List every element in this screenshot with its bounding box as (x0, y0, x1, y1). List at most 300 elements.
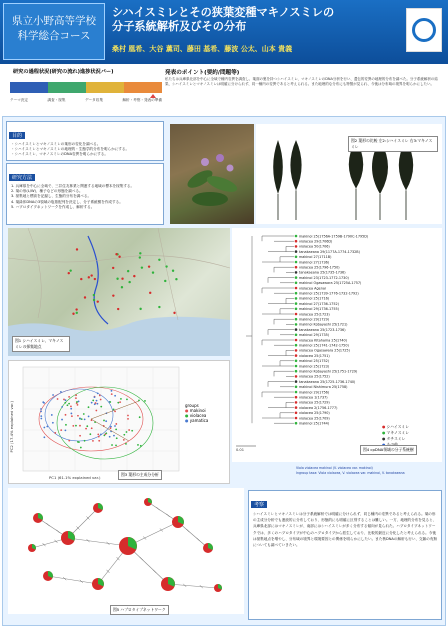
map-point (84, 296, 86, 298)
pca-point (79, 418, 81, 420)
pca-plot (9, 361, 231, 485)
pca-point (54, 432, 56, 434)
tree-tip-label: makinoi 29(1735) (299, 333, 330, 338)
tree-tip-label: violacea 25(1729) (299, 400, 330, 405)
pca-point (70, 408, 72, 410)
pca-point (105, 420, 107, 422)
map-point (76, 312, 78, 314)
tree-tip-label: violacea 29(1706D) (299, 239, 333, 244)
purpose-list (7, 141, 163, 159)
leaf-sample (349, 140, 363, 220)
tree-tip-marker (295, 271, 298, 274)
pca-point (79, 425, 81, 427)
pca-point (40, 408, 42, 410)
tree-tip-marker (295, 386, 298, 389)
pca-point (115, 428, 117, 430)
purpose-item: ・シハイスミレとマキノスミレの地理的・生態学的分布を明らかにする。 (11, 147, 130, 152)
title-line-1: シハイスミレとその狭葉変種マキノスミレの (112, 6, 335, 19)
tree-tip-marker (295, 339, 298, 342)
pca-point (65, 399, 67, 401)
tree-tip-marker (295, 422, 298, 425)
progress-label: テーマ決定 (10, 98, 28, 102)
pca-point (60, 391, 62, 393)
map-point (90, 274, 92, 276)
pca-point (137, 444, 139, 446)
tree-tip-marker (295, 354, 298, 357)
methods-list (7, 183, 163, 211)
pca-point (42, 401, 44, 403)
map-point (121, 278, 123, 280)
method-item: 3. 採集地と標高を記録し、生態的分布を調べる。 (11, 194, 92, 199)
phylogenetic-tree (232, 228, 442, 462)
tree-tip-marker (295, 344, 298, 347)
map-point (94, 278, 96, 280)
tree-tip-label: tanakaeana 25(1725-1736-1740) (299, 379, 356, 384)
haplotype-node (61, 531, 75, 545)
pca-point (115, 444, 117, 446)
tree-legend-item: ● シハイスミレ (382, 424, 410, 429)
pca-point (43, 436, 45, 438)
map-point (121, 286, 123, 288)
pca-point (103, 435, 105, 437)
pca-xlabel: PC1 (61.1% explained var.) (49, 475, 101, 480)
pca-point (68, 396, 70, 398)
pca-point (131, 430, 133, 432)
leaf-sample (399, 140, 413, 220)
method-item: 1. 兵庫県を中心に全域で、三井住友林業と関連する地域の標本を採集する。 (11, 184, 135, 188)
pca-point (120, 398, 122, 400)
pca-point (94, 403, 96, 405)
pca-point (100, 406, 102, 408)
tree-tip-label: makinoi 29(1729) (299, 317, 330, 322)
pca-point (51, 414, 53, 416)
pca-legend-item: ● makinoi (185, 408, 206, 413)
pca-point (97, 433, 99, 435)
map-point (139, 308, 141, 310)
pca-point (40, 415, 42, 417)
pca-point (127, 418, 129, 420)
pca-point (140, 445, 142, 447)
map-point (133, 275, 135, 277)
map-point (164, 280, 166, 282)
points-heading: 発表のポイント(要約/問題等) (165, 70, 240, 76)
map-point (72, 313, 74, 315)
leaf-sample (273, 140, 283, 220)
map-point (118, 256, 120, 258)
pca-point (79, 435, 81, 437)
pca-point (77, 404, 79, 406)
tree-tip-marker (295, 328, 298, 331)
pca-point (78, 401, 80, 403)
pca-point (81, 418, 83, 420)
pca-point (109, 436, 111, 438)
tree-tip-label: makinoi 25(1756A-1759B-1790C-1795D) (299, 234, 369, 239)
pca-point (123, 434, 125, 436)
progress-segment (124, 82, 162, 93)
purpose-item: ・シハイスミレとマキノスミレの葉形の変化を調べる。 (11, 142, 101, 146)
fig5-caption: 図5 ハプロタイプネットワーク (110, 605, 169, 615)
tree-tip-label: makinoi Ogasawara 25(1725A-1757) (299, 281, 362, 286)
pca-point (75, 397, 77, 399)
pca-point (103, 420, 105, 422)
pca-point (65, 414, 67, 416)
map-point (139, 252, 141, 254)
tree-tip-label: makinoi Kobayashi 25(1751-1729) (299, 369, 358, 374)
network-edge (68, 538, 128, 546)
progress-segment (10, 82, 48, 93)
tree-tip-label: makinoi Nishimura 25(1758) (299, 385, 348, 390)
pca-point (139, 416, 141, 418)
pca-point (94, 396, 96, 398)
tree-notes (296, 466, 442, 475)
pca-point (98, 440, 100, 442)
pca-point (40, 411, 42, 413)
progress-labels (10, 98, 162, 103)
pca-point (144, 400, 146, 402)
tree-tip-marker (295, 323, 298, 326)
tree-tip-marker (295, 370, 298, 373)
tree-tip-marker (295, 375, 298, 378)
tree-tip-label: makinoi 25(1723) (299, 364, 330, 369)
fig3-caption: 図3 葉形の主成分分析 (118, 470, 162, 480)
tree-tip-marker (295, 287, 298, 290)
tree-tip-marker (295, 292, 298, 295)
pca-point (66, 404, 68, 406)
pca-point (75, 425, 77, 427)
methods-box (6, 163, 164, 225)
map-point (69, 269, 71, 271)
tree-tip-marker (295, 240, 298, 243)
haplotype-node (214, 584, 222, 592)
pca-point (70, 405, 72, 407)
discussion-text: シハイスミレとマキノスミレは分子系統解析では明確に分けられず、同じ種内の変異であると考えられる。葉の形の主成分分析でも連続的に分布しており、形態的にも明確に区別することは難しい。一方、地理的分布を見ると、兵庫県北部にはマキノスミレが、南部にはシハイスミレが多く分布する傾向が見られた。ハプロタイプネットワークでは、多くのハプロタイプが中心のハプロタイプから派生しており、比較的最近に分化したと考えられる。今後は採集地点を増やし、分布域の境界と環境要因との関係を明らかにしたい。また核DNAの解析も行い、交雑の有無についても調べていきたい。 (253, 512, 438, 548)
pca-point (52, 394, 54, 396)
pca-point (92, 440, 94, 442)
haplotype-node (119, 537, 137, 555)
pca-point (97, 392, 99, 394)
map-point (148, 265, 150, 267)
map-point (173, 312, 175, 314)
map-point (76, 248, 78, 250)
pca-point (71, 415, 73, 417)
method-item: 5. ハプロタイプネットワークを作成し、解析する。 (11, 204, 95, 209)
pca-point (84, 440, 86, 442)
pca-point (128, 429, 130, 431)
tree-tip-marker (295, 360, 298, 363)
leaf-sample (372, 140, 388, 220)
pca-point (46, 426, 48, 428)
progress-segment (86, 82, 124, 93)
course-name: 科学総合コース (17, 30, 91, 42)
pca-point (84, 419, 86, 421)
network-edge (168, 584, 218, 588)
tree-tip-marker (295, 276, 298, 279)
plant-photo (170, 124, 254, 224)
fig2-caption: 図2 葉形の比較 左2:シハイスミレ 右3:マキノスミレ (348, 136, 438, 152)
tree-tip-label: violacea 25(1751) (299, 353, 330, 358)
points-text: 私たちは兵庫県北部を中心に全域で種内変異を調査し、葉面の裏を持つシハイスミレ、マキノスミレのDNA分析を行い、遺伝的変異の地理的分布を調べた。分子系統解析の結果、シハイスミレとマキノスミレは明確に分けられず、同一種内の変異であると考えられる。また地理的な分布にも特徴が見られ、今後は分布域の境界を明らかにしたい。 (165, 77, 438, 87)
map-point (141, 266, 143, 268)
school-logo (406, 8, 442, 52)
pca-point (68, 440, 70, 442)
school-name-box (3, 3, 105, 60)
map-point (152, 271, 154, 273)
tree-graphic (232, 228, 442, 462)
pca-point (40, 418, 42, 420)
purpose-box (6, 121, 164, 161)
pca-point (57, 398, 59, 400)
map-point (93, 294, 95, 296)
tree-tip-marker (295, 334, 298, 337)
tree-tip-label: tanakaeana 25(1735-1736) (299, 270, 346, 275)
tree-tip-marker (295, 302, 298, 305)
pca-legend-title: groups (185, 403, 199, 408)
pca-point (113, 435, 115, 437)
pca-point (75, 394, 77, 396)
tree-tip-label: tanakaeana 25(1723-1736) (299, 327, 346, 332)
haplotype-node (28, 544, 36, 552)
pca-point (76, 401, 78, 403)
tree-legend-item: ● マキノスミレ (382, 430, 410, 435)
pca-point (83, 413, 85, 415)
pca-point (116, 437, 118, 439)
purpose-item: ・シハイスミレ、マキノスミレのDNA変異を明らかにする。 (11, 152, 108, 157)
tree-tip-label: tanakaeana 29(1177A-1774-1732B) (299, 249, 360, 254)
tree-tip-label: violacea 1(1737) (299, 395, 328, 400)
progress-marker-icon (150, 94, 156, 98)
haplotype-node (161, 577, 175, 591)
pca-point (119, 401, 121, 403)
tree-tip-label: violacea 25(1709) (299, 416, 330, 421)
timeline-heading: 研究の過程状況(研究の流れ)進捗状況バー) (13, 69, 114, 75)
tree-tip-marker (295, 365, 298, 368)
tree-tip-label: makinoi 27(1711B) (299, 255, 332, 260)
pca-point (110, 426, 112, 428)
map-point (158, 306, 160, 308)
haplotype-node (92, 578, 104, 590)
map-point (88, 276, 90, 278)
pca-point (115, 423, 117, 425)
progress-segment (48, 82, 86, 93)
tree-tip-label: violacea Ogasawara 25(1725) (299, 348, 350, 353)
map-point (175, 278, 177, 280)
haplotype-node (172, 516, 184, 528)
pca-point (99, 395, 101, 397)
tree-tip-marker (295, 282, 298, 285)
pca-point (109, 401, 111, 403)
pca-point (64, 402, 66, 404)
pca-point (110, 427, 112, 429)
tree-scale: 0.01 (236, 448, 245, 452)
map-point (112, 267, 114, 269)
pca-chart (8, 360, 230, 484)
pca-point (126, 431, 128, 433)
fig4-caption: 図4 cpDNA領域の分子系統樹 (360, 445, 417, 455)
map-point (115, 253, 117, 255)
discussion-title: 考察 (251, 501, 267, 508)
haplotype-node (33, 513, 43, 523)
pca-point (88, 416, 90, 418)
progress-label: 解析・考察・発表の準備 (122, 98, 162, 102)
pca-point (105, 432, 107, 434)
tree-tip-marker (295, 297, 298, 300)
method-item: 4. 葉緑体DNAの3領域の塩基配列を決定し、分子系統樹を作成する。 (11, 199, 123, 204)
map-point (139, 256, 141, 258)
pca-point (98, 436, 100, 438)
haplotype-node (43, 571, 53, 581)
tree-tip-marker (295, 308, 298, 311)
pca-point (89, 433, 91, 435)
tree-tip-marker (295, 417, 298, 420)
tree-tip-marker (295, 406, 298, 409)
purpose-title: 目的 (9, 132, 25, 139)
pca-legend-item: ● violacea (185, 413, 207, 418)
haplotype-node (93, 503, 103, 513)
tree-tip-marker (295, 318, 298, 321)
map-point (172, 270, 174, 272)
discussion-box (248, 490, 442, 620)
tree-tip-label: makinoi Kobayashi 25(1721) (299, 322, 348, 327)
map-point (68, 272, 70, 274)
tree-tip-label: makinoi 25(1741-1742-1750) (299, 343, 349, 348)
tree-tip-label: violacea 25(1752) (299, 374, 330, 379)
pca-point (64, 429, 66, 431)
pca-point (114, 395, 116, 397)
haplotype-node (203, 543, 213, 553)
pca-point (63, 399, 65, 401)
pca-point (96, 400, 98, 402)
pca-point (125, 443, 127, 445)
tree-tip-label: violacea 25(1796-1750) (299, 265, 340, 270)
tree-tip-marker (295, 401, 298, 404)
tree-tip-marker (295, 412, 298, 415)
leaf-sample (290, 140, 301, 220)
tree-tip-label: makinoi 25(1744) (299, 421, 330, 426)
tree-note: Ingroup taxa: Viola violacea, V. violacea var. makinoi, V. tanakaeana (296, 470, 405, 475)
tree-tip-marker (295, 235, 298, 238)
pca-point (126, 398, 128, 400)
tree-note: Viola violacea makinoi (V. violacea var. makinoi) (296, 466, 373, 470)
pca-legend (185, 403, 208, 423)
network-edge (48, 576, 98, 584)
pca-point (114, 425, 116, 427)
map-point (165, 265, 167, 267)
pca-point (91, 427, 93, 429)
tree-tip-marker (295, 391, 298, 394)
tree-tip-label: violacea 50(1706) (299, 244, 330, 249)
map-point (97, 300, 99, 302)
pca-point (85, 428, 87, 430)
pca-point (70, 413, 72, 415)
pca-point (100, 399, 102, 401)
tree-tip-marker (295, 245, 298, 248)
plant-photo-art (170, 124, 254, 224)
tree-tip-marker (295, 256, 298, 259)
tree-tip-label: makinoi 29(1756) (299, 390, 330, 395)
school-name: 県立小野高等学校 (12, 15, 96, 27)
tree-tip-label: makinoi 25(1739-1776-1732-1792) (299, 291, 359, 296)
map-point (75, 308, 77, 310)
pca-point (61, 419, 63, 421)
tree-tip-label: violacea Agenai (299, 286, 326, 291)
tree-tip-label: violacea 2(1756-1777) (299, 405, 338, 410)
progress-label: 調査・採集 (47, 98, 66, 102)
tree-tip-label: makinoi 27(1736) (299, 260, 330, 265)
tree-tip-label: makinoi 25(1752) (299, 359, 330, 364)
tree-tip-marker (295, 349, 298, 352)
pca-point (80, 447, 82, 449)
pca-point (65, 424, 67, 426)
map-point (112, 294, 114, 296)
pca-point (77, 441, 79, 443)
method-item: 2. 葉の形(L/W)、種子などの形態を調べる。 (11, 189, 83, 194)
map-point (158, 259, 160, 261)
pca-point (52, 422, 54, 424)
pca-point (61, 406, 63, 408)
tree-tip-label: makinoi 29(1736-1755) (299, 307, 339, 312)
fig1-caption: 図1 シハイスミレ、マキノスミレの採集地点 (12, 336, 70, 352)
tree-tip-marker (295, 261, 298, 264)
title-line-2: 分子系統解析及びその分布 (112, 20, 247, 33)
pca-point (77, 415, 79, 417)
progress-bar (10, 82, 162, 93)
pca-point (100, 433, 102, 435)
progress-label: データ収集 (84, 98, 103, 102)
pca-point (111, 390, 113, 392)
tree-tip-label: violacea Kitahama 25(1740) (299, 338, 347, 343)
haplotype-network (8, 488, 244, 614)
map-point (128, 281, 130, 283)
tree-tip-marker (295, 380, 298, 383)
tree-tip-marker (295, 266, 298, 269)
tree-tip-label: makinoi 25(1716) (299, 296, 330, 301)
authors: 桑村 凰希、大谷 薫司、藤田 基希、藤波 公太、山本 貴義 (112, 45, 293, 53)
pca-point (123, 439, 125, 441)
map-point (117, 308, 119, 310)
map-point (80, 278, 82, 280)
tree-tip-marker (295, 250, 298, 253)
pca-point (88, 406, 90, 408)
poster-title (112, 6, 382, 34)
pca-point (114, 410, 116, 412)
logo-emblem-icon (412, 18, 436, 42)
pca-point (43, 427, 45, 429)
pca-point (117, 402, 119, 404)
tree-tip-marker (295, 396, 298, 399)
pca-point (111, 393, 113, 395)
pca-ylabel: PC2 (17.4% explained var.) (9, 401, 14, 453)
pca-point (72, 425, 74, 427)
pca-point (97, 403, 99, 405)
haplotype-node (144, 498, 152, 506)
pca-point (92, 400, 94, 402)
pca-point (127, 415, 129, 417)
map-point (116, 278, 118, 280)
tree-legend-item: ● タチスミレ (382, 436, 406, 441)
tree-tip-marker (295, 313, 298, 316)
pca-point (60, 429, 62, 431)
tree-tip-label: makinoi 23(1723-1772-1730) (299, 275, 349, 280)
pca-legend-item: ● yamatica (185, 418, 209, 423)
methods-title: 研究方法 (9, 174, 35, 181)
map-point (127, 270, 129, 272)
pca-point (95, 410, 97, 412)
pca-point (86, 425, 88, 427)
pca-point (91, 402, 93, 404)
tree-tip-label: makinoi 27(1736-1752) (299, 301, 339, 306)
network-graphic (8, 488, 244, 614)
map-point (93, 299, 95, 301)
